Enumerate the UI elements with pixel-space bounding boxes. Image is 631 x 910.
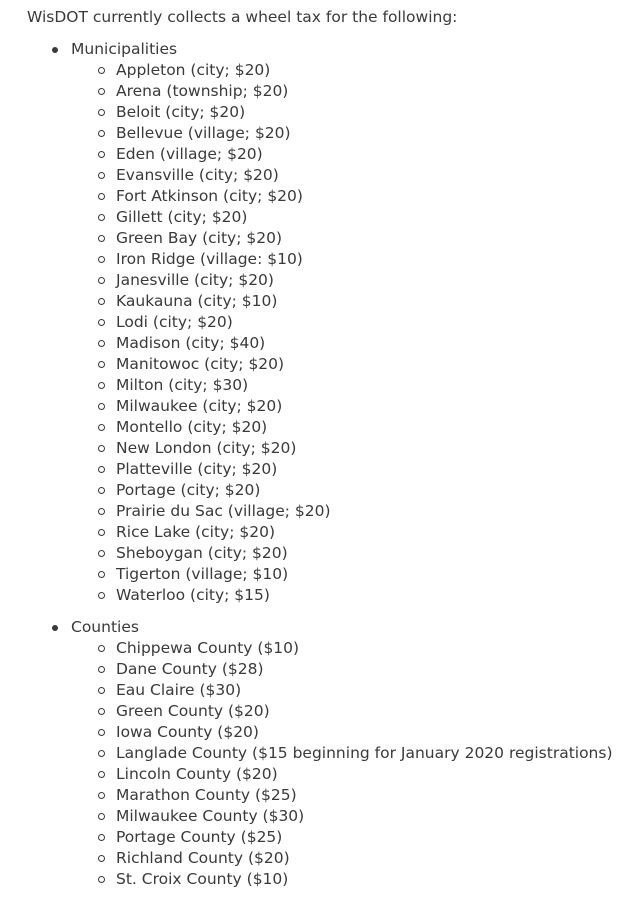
bullet-disc-icon: [52, 47, 58, 53]
bullet-circle-icon: [98, 487, 105, 494]
bullet-circle-icon: [98, 666, 105, 673]
list-item-text: Iron Ridge (village: $10): [116, 250, 303, 268]
municipalities-list: [71, 60, 631, 606]
list-item-text: Richland County ($20): [116, 849, 290, 867]
counties-heading: Counties: [71, 618, 139, 636]
list-item-text: Dane County ($28): [116, 660, 264, 678]
bullet-circle-icon: [98, 67, 105, 74]
list-item-text: Manitowoc (city; $20): [116, 355, 285, 373]
municipality-item: [116, 291, 631, 312]
municipality-item: [116, 249, 631, 270]
list-item-text: Chippewa County ($10): [116, 639, 300, 657]
list-item-text: St. Croix County ($10): [116, 870, 289, 888]
list-item-text: Green County ($20): [116, 702, 270, 720]
list-item-text: Portage County ($25): [116, 828, 283, 846]
municipality-item: [116, 60, 631, 81]
county-item: [116, 743, 631, 764]
bullet-circle-icon: [98, 298, 105, 305]
list-item-text: Arena (township; $20): [116, 82, 289, 100]
county-item: [116, 638, 631, 659]
bullet-circle-icon: [98, 130, 105, 137]
bullet-circle-icon: [98, 172, 105, 179]
list-item-text: Milton (city; $30): [116, 376, 249, 394]
municipality-item: [116, 123, 631, 144]
list-item-text: Milwaukee (city; $20): [116, 397, 283, 415]
county-item: [116, 827, 631, 848]
list-item-text: Lodi (city; $20): [116, 313, 233, 331]
list-item-text: Appleton (city; $20): [116, 61, 271, 79]
bullet-circle-icon: [98, 771, 105, 778]
county-item: [116, 764, 631, 785]
municipality-item: [116, 459, 631, 480]
bullet-circle-icon: [98, 508, 105, 515]
bullet-circle-icon: [98, 340, 105, 347]
municipality-item: [116, 564, 631, 585]
bullet-circle-icon: [98, 256, 105, 263]
bullet-circle-icon: [98, 88, 105, 95]
municipality-item: [116, 522, 631, 543]
municipality-item: [116, 585, 631, 606]
list-item-text: Sheboygan (city; $20): [116, 544, 288, 562]
municipality-item: [116, 102, 631, 123]
list-item-text: Prairie du Sac (village; $20): [116, 502, 331, 520]
county-item: [116, 722, 631, 743]
municipality-item: [116, 270, 631, 291]
bullet-circle-icon: [98, 571, 105, 578]
municipality-item: [116, 333, 631, 354]
municipality-item: [116, 375, 631, 396]
intro-text: WisDOT currently collects a wheel tax for the following:: [27, 8, 458, 26]
bullet-circle-icon: [98, 876, 105, 883]
municipality-item: [116, 207, 631, 228]
list-item-text: Lincoln County ($20): [116, 765, 278, 783]
municipality-item: [116, 480, 631, 501]
list-item-text: Langlade County ($15 beginning for January 2020 registrations): [116, 744, 613, 762]
county-item: [116, 869, 631, 890]
bullet-circle-icon: [98, 729, 105, 736]
bullet-circle-icon: [98, 708, 105, 715]
bullet-circle-icon: [98, 466, 105, 473]
municipality-item: [116, 396, 631, 417]
list-item-text: Gillett (city; $20): [116, 208, 248, 226]
municipality-item: [116, 228, 631, 249]
municipality-item: [116, 417, 631, 438]
list-item-text: Rice Lake (city; $20): [116, 523, 275, 541]
municipality-item: [116, 165, 631, 186]
bullet-circle-icon: [98, 235, 105, 242]
list-item-text: Platteville (city; $20): [116, 460, 278, 478]
bullet-circle-icon: [98, 109, 105, 116]
municipality-item: [116, 186, 631, 207]
list-item-text: Beloit (city; $20): [116, 103, 246, 121]
list-item-text: Bellevue (village; $20): [116, 124, 291, 142]
list-item-text: Marathon County ($25): [116, 786, 297, 804]
bullet-circle-icon: [98, 750, 105, 757]
municipality-item: [116, 144, 631, 165]
list-item-text: Portage (city; $20): [116, 481, 261, 499]
list-item-text: Janesville (city; $20): [116, 271, 274, 289]
bullet-circle-icon: [98, 592, 105, 599]
bullet-circle-icon: [98, 834, 105, 841]
municipality-item: [116, 312, 631, 333]
list-item-text: Milwaukee County ($30): [116, 807, 305, 825]
bullet-circle-icon: [98, 445, 105, 452]
counties-section: [27, 617, 631, 890]
list-item-text: Waterloo (city; $15): [116, 586, 270, 604]
bullet-circle-icon: [98, 855, 105, 862]
county-item: [116, 680, 631, 701]
list-item-text: Madison (city; $40): [116, 334, 266, 352]
list-item-text: New London (city; $20): [116, 439, 297, 457]
bullet-circle-icon: [98, 382, 105, 389]
bullet-circle-icon: [98, 214, 105, 221]
bullet-circle-icon: [98, 277, 105, 284]
bullet-circle-icon: [98, 361, 105, 368]
municipality-item: [116, 543, 631, 564]
bullet-circle-icon: [98, 424, 105, 431]
bullet-circle-icon: [98, 529, 105, 536]
municipalities-heading: Municipalities: [71, 40, 178, 58]
bullet-circle-icon: [98, 687, 105, 694]
bullet-circle-icon: [98, 193, 105, 200]
list-item-text: Eau Claire ($30): [116, 681, 242, 699]
bullet-circle-icon: [98, 550, 105, 557]
bullet-disc-icon: [52, 625, 58, 631]
bullet-circle-icon: [98, 403, 105, 410]
list-item-text: Eden (village; $20): [116, 145, 263, 163]
county-item: [116, 848, 631, 869]
list-item-text: Green Bay (city; $20): [116, 229, 283, 247]
counties-list: [71, 638, 631, 890]
list-item-text: Fort Atkinson (city; $20): [116, 187, 303, 205]
list-item-text: Tigerton (village; $10): [116, 565, 289, 583]
municipality-item: [116, 438, 631, 459]
bullet-circle-icon: [98, 813, 105, 820]
municipality-item: [116, 501, 631, 522]
county-item: [116, 806, 631, 827]
bullet-circle-icon: [98, 151, 105, 158]
municipality-item: [116, 81, 631, 102]
bullet-circle-icon: [98, 645, 105, 652]
bullet-circle-icon: [98, 792, 105, 799]
list-item-text: Evansville (city; $20): [116, 166, 279, 184]
municipalities-section: [27, 39, 631, 606]
municipality-item: [116, 354, 631, 375]
county-item: [116, 701, 631, 722]
bullet-circle-icon: [98, 319, 105, 326]
list-item-text: Montello (city; $20): [116, 418, 268, 436]
list-item-text: Iowa County ($20): [116, 723, 259, 741]
county-item: [116, 785, 631, 806]
wheel-tax-list: [27, 39, 631, 890]
county-item: [116, 659, 631, 680]
list-item-text: Kaukauna (city; $10): [116, 292, 278, 310]
